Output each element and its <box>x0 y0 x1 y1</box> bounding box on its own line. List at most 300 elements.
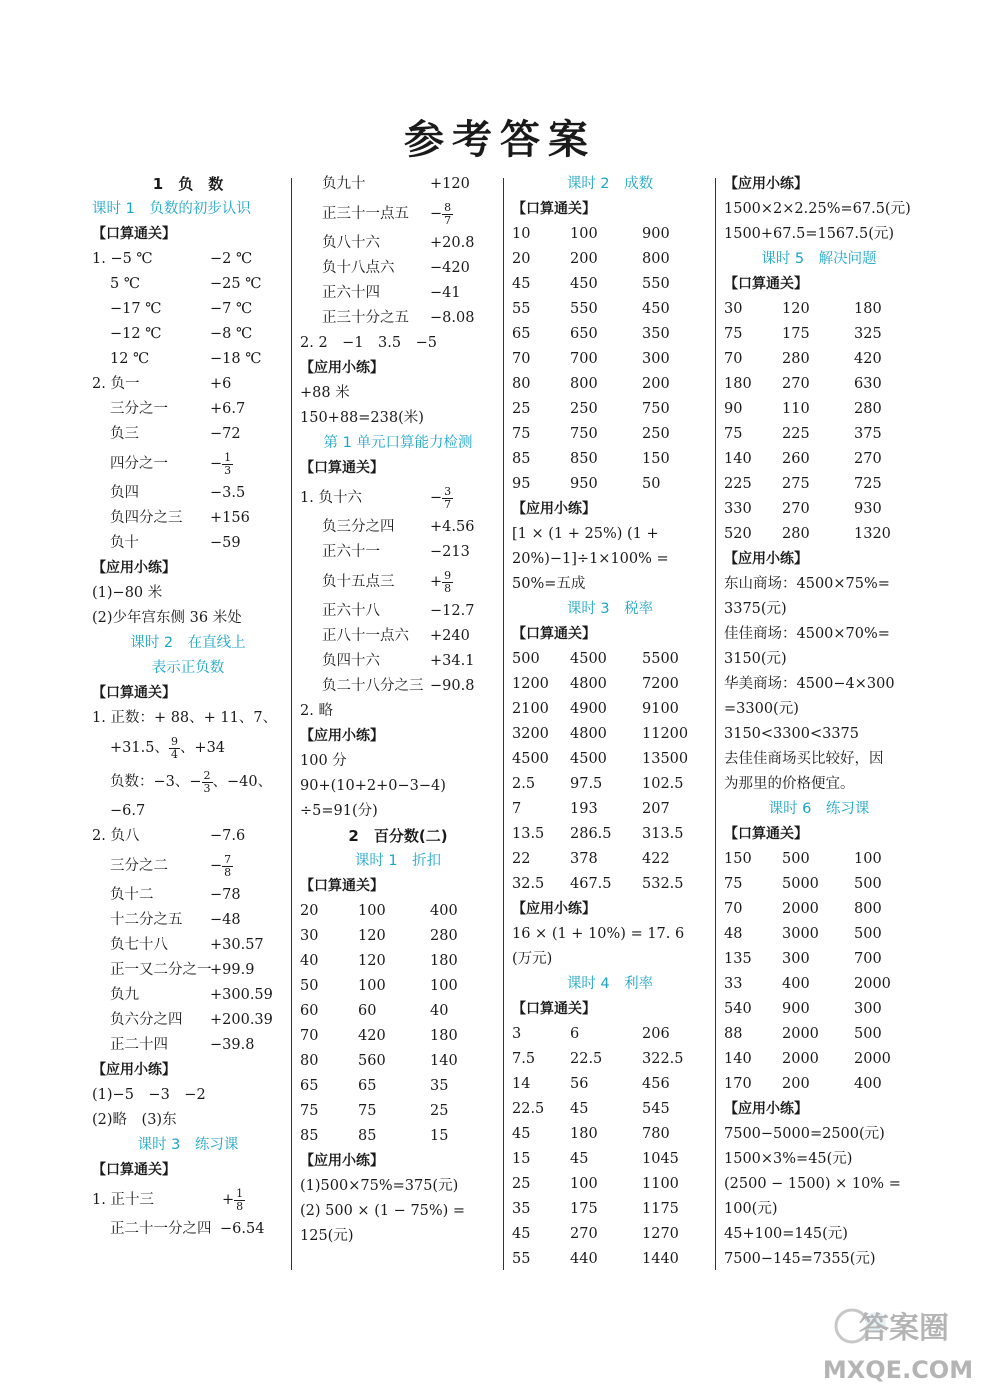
table-cell: 11200 <box>642 726 689 742</box>
table-row <box>512 272 708 297</box>
answer-value: −41 <box>430 285 461 301</box>
table-cell: 3200 <box>512 726 549 742</box>
answer-table <box>724 847 914 1097</box>
table-row <box>512 647 708 672</box>
column-2 <box>300 172 496 1249</box>
table-cell: 225 <box>782 426 810 442</box>
table-cell: 75 <box>300 1103 319 1119</box>
table-cell: 7 <box>512 801 522 817</box>
table-cell: 750 <box>570 426 598 442</box>
answer-line: (2) 500 × (1 − 75%) = <box>300 1203 466 1219</box>
table-cell: 45 <box>570 1101 589 1117</box>
table-cell: 75 <box>724 326 743 342</box>
table-cell: 206 <box>642 1026 670 1042</box>
section-label: 【应用小练】 <box>512 501 596 517</box>
table-cell: 400 <box>430 903 458 919</box>
table-cell: 175 <box>782 326 810 342</box>
answer-row <box>300 281 496 306</box>
table-cell: 1320 <box>854 526 891 542</box>
lesson-title: 课时 3 税率 <box>566 601 654 617</box>
table-cell: 900 <box>642 226 670 242</box>
answer-value: −8.08 <box>430 310 475 326</box>
table-cell: 10 <box>512 226 531 242</box>
table-row <box>512 1097 708 1122</box>
answer-line: 45+100=145(元) <box>724 1226 848 1242</box>
table-row <box>512 1147 708 1172</box>
table-cell: 1045 <box>642 1151 679 1167</box>
watermark-text: 答案圈 <box>859 1311 949 1346</box>
unit-title: 1 负 数 <box>152 175 224 193</box>
table-cell: 100 <box>854 851 882 867</box>
table-row <box>724 1072 914 1097</box>
table-cell: 850 <box>570 451 598 467</box>
table-cell: 45 <box>512 1126 531 1142</box>
table-cell: 55 <box>512 1251 531 1267</box>
table-row <box>512 1047 708 1072</box>
answer-row <box>92 372 284 397</box>
table-cell: 2000 <box>782 1051 819 1067</box>
app-list <box>300 381 496 431</box>
answer-value: −78 <box>210 887 241 903</box>
table-cell: 800 <box>570 376 598 392</box>
answer-row <box>300 674 496 699</box>
answer-row: 1. 负十六 − $\frac{3}{7}$ <box>300 484 452 511</box>
table-cell: 350 <box>642 326 670 342</box>
table-cell: 450 <box>642 301 670 317</box>
table-cell: 200 <box>570 251 598 267</box>
table-cell: 4800 <box>570 676 607 692</box>
table-cell: 55 <box>512 301 531 317</box>
q2-list <box>92 372 284 447</box>
table-cell: 275 <box>782 476 810 492</box>
table-row <box>512 247 708 272</box>
table-cell: 100 <box>570 1176 598 1192</box>
table-cell: 456 <box>642 1076 670 1092</box>
table-cell: 5500 <box>642 651 679 667</box>
section-label: 【口算通关】 <box>512 626 596 642</box>
answer-line: (万元) <box>512 951 553 967</box>
fraction: $\frac{8}{7}$ <box>444 200 452 227</box>
table-cell: 500 <box>782 851 810 867</box>
table-cell: 60 <box>300 1003 319 1019</box>
answer-line: 3150<3300<3375 <box>724 726 860 742</box>
answer-term: 负四分之三 <box>110 510 183 526</box>
answer-row <box>92 422 284 447</box>
answer-line: 100(元) <box>724 1201 778 1217</box>
unit-title: 2 百分数(二) <box>348 827 448 845</box>
table-cell: 170 <box>724 1076 752 1092</box>
answer-line: =3300(元) <box>724 701 799 717</box>
table-cell: 300 <box>642 351 670 367</box>
section-label: 【应用小练】 <box>300 728 384 744</box>
section-label: 【应用小练】 <box>92 1062 176 1078</box>
table-cell: 800 <box>642 251 670 267</box>
table-cell: 1440 <box>642 1251 679 1267</box>
table-cell: 7.5 <box>512 1051 536 1067</box>
lesson-subtitle: 表示正负数 <box>151 660 225 676</box>
table-cell: 5000 <box>782 876 819 892</box>
section-label: 【口算通关】 <box>300 460 384 476</box>
table-cell: 97.5 <box>570 776 603 792</box>
section-label: 【应用小练】 <box>92 560 176 576</box>
table-cell: 1200 <box>512 676 549 692</box>
lesson-title: 课时 2 在直线上 <box>130 635 246 651</box>
answer-value: +156 <box>210 510 250 526</box>
table-cell: 2000 <box>782 901 819 917</box>
table-row <box>724 397 914 422</box>
table-cell: 75 <box>724 426 743 442</box>
answer-value: +240 <box>430 628 470 644</box>
answer-value: −3.5 <box>210 485 246 501</box>
table-cell: 207 <box>642 801 670 817</box>
table-row <box>724 847 914 872</box>
table-row <box>724 972 914 997</box>
table-cell: 7200 <box>642 676 679 692</box>
answer-line: +88 米 <box>300 385 350 401</box>
answer-line: ÷5=91(分) <box>300 803 378 819</box>
table-row <box>300 1099 496 1124</box>
table-row <box>724 997 914 1022</box>
table-cell: 313.5 <box>642 826 684 842</box>
answer-line: 去佳佳商场买比较好，因 <box>724 751 884 767</box>
answer-line: 20%)−1]÷1×100% = <box>512 551 669 567</box>
answer-line: 1500+67.5=1567.5(元) <box>724 226 895 242</box>
answer-row <box>300 231 496 256</box>
table-cell: 270 <box>782 376 810 392</box>
table-row <box>512 847 708 872</box>
table-cell: 150 <box>642 451 670 467</box>
table-cell: 70 <box>724 351 743 367</box>
table-cell: 700 <box>570 351 598 367</box>
table-cell: 225 <box>724 476 752 492</box>
answer-line: 负数：−3、− $\frac{2}{3}$ 、−40、 <box>110 768 273 795</box>
answer-line: (2)略 (3)东 <box>92 1112 177 1128</box>
answer-row: 2. 负八 −7.6 <box>92 828 246 844</box>
answer-value: −59 <box>210 535 241 551</box>
fraction: $\frac{3}{7}$ <box>444 484 452 511</box>
answer-row <box>92 347 284 372</box>
answer-line: (1)−80 米 <box>92 585 163 601</box>
answer-term: 十二分之五 <box>110 912 183 928</box>
table-row <box>300 1074 496 1099</box>
answer-line: 150+88=238(米) <box>300 410 424 426</box>
table-row <box>512 222 708 247</box>
section-label: 【口算通关】 <box>724 276 808 292</box>
answer-list <box>300 231 496 331</box>
table-cell: 500 <box>854 876 882 892</box>
table-row <box>300 999 496 1024</box>
answer-term: −12 ℃ <box>110 326 162 342</box>
table-cell: 75 <box>512 426 531 442</box>
section-label: 【口算通关】 <box>724 826 808 842</box>
table-cell: 780 <box>642 1126 670 1142</box>
answer-value: −420 <box>430 260 470 276</box>
lesson-title: 课时 5 解决问题 <box>761 251 877 267</box>
answer-row: 正二十一分之四 −6.54 <box>110 1221 265 1237</box>
app-list <box>300 1174 496 1249</box>
answer-line: 3375(元) <box>724 601 787 617</box>
table-cell: 9100 <box>642 701 679 717</box>
table-row <box>300 949 496 974</box>
answer-row: 三分之二 − $\frac{7}{8}$ <box>110 852 232 879</box>
table-cell: 22.5 <box>512 1101 545 1117</box>
answer-line: 华美商场：4500−4×300 <box>724 676 895 692</box>
table-cell: 420 <box>358 1028 386 1044</box>
answer-line: 佳佳商场：4500×70%= <box>724 626 890 642</box>
table-row <box>512 1172 708 1197</box>
table-cell: 100 <box>358 903 386 919</box>
answer-row <box>300 540 496 565</box>
table-cell: 280 <box>854 401 882 417</box>
app-list <box>92 1083 284 1133</box>
table-cell: 630 <box>854 376 882 392</box>
table-row <box>512 1197 708 1222</box>
table-cell: 100 <box>358 978 386 994</box>
watermark-url: MXQE.COM <box>822 1356 974 1384</box>
answer-line: 100 分 <box>300 753 347 769</box>
answer-row <box>92 983 284 1008</box>
table-cell: 6 <box>570 1026 580 1042</box>
table-row <box>512 372 708 397</box>
answer-row <box>92 1008 284 1033</box>
answer-row <box>300 515 496 540</box>
fraction: $\frac{7}{8}$ <box>224 852 232 879</box>
table-cell: 2000 <box>854 1051 891 1067</box>
table-cell: 950 <box>570 476 598 492</box>
answer-value: +120 <box>430 176 470 192</box>
table-row <box>512 872 708 897</box>
table-cell: 56 <box>570 1076 589 1092</box>
app-list <box>724 572 914 797</box>
table-row <box>300 1049 496 1074</box>
column-divider <box>715 178 716 1270</box>
table-cell: 65 <box>358 1078 377 1094</box>
table-cell: 1270 <box>642 1226 679 1242</box>
lesson-title: 课时 4 利率 <box>566 976 654 992</box>
table-cell: 45 <box>512 276 531 292</box>
table-cell: 300 <box>854 1001 882 1017</box>
answer-row <box>300 599 496 624</box>
answer-line: [1 × (1 + 25%) (1 + <box>512 526 659 542</box>
answer-row <box>92 933 284 958</box>
table-row <box>724 922 914 947</box>
table-cell: 65 <box>300 1078 319 1094</box>
answer-line: (1)500×75%=375(元) <box>300 1178 459 1194</box>
column-divider <box>291 178 292 1270</box>
answer-row <box>92 272 284 297</box>
table-cell: 25 <box>512 1176 531 1192</box>
answer-term: 负七十八 <box>110 937 168 953</box>
column-4 <box>724 172 914 1272</box>
table-cell: 48 <box>724 926 743 942</box>
table-cell: 25 <box>512 401 531 417</box>
table-cell: 930 <box>854 501 882 517</box>
table-cell: 500 <box>854 1026 882 1042</box>
answer-term: 1. −5 ℃ <box>92 251 153 267</box>
table-cell: 95 <box>512 476 531 492</box>
answer-row <box>300 256 496 281</box>
answer-term: 12 ℃ <box>110 351 150 367</box>
table-cell: 250 <box>642 426 670 442</box>
table-row <box>300 974 496 999</box>
table-cell: 80 <box>300 1053 319 1069</box>
answer-value: +30.57 <box>210 937 264 953</box>
watermark-logo <box>800 1292 996 1388</box>
answer-value: −18 ℃ <box>210 351 262 367</box>
answer-line: 为那里的价格便宜。 <box>724 776 855 792</box>
answer-line: 1500×2×2.25%=67.5(元) <box>724 201 911 217</box>
answer-line: 2. 2 −1 3.5 −5 <box>300 335 437 351</box>
answer-term: 正一又二分之一 <box>110 962 212 978</box>
table-cell: 800 <box>854 901 882 917</box>
section-label: 【口算通关】 <box>300 878 384 894</box>
table-cell: 22 <box>512 851 531 867</box>
table-cell: 322.5 <box>642 1051 684 1067</box>
table-cell: 650 <box>570 326 598 342</box>
table-cell: 4900 <box>570 701 607 717</box>
answer-term: 负四十六 <box>322 653 380 669</box>
table-cell: 378 <box>570 851 598 867</box>
answer-term: 2. 负一 <box>92 376 140 392</box>
table-cell: 270 <box>570 1226 598 1242</box>
answer-value: +20.8 <box>430 235 475 251</box>
answer-value: −2 ℃ <box>210 251 253 267</box>
answer-line: 50%=五成 <box>512 576 586 592</box>
app-list <box>300 749 496 824</box>
table-row <box>512 347 708 372</box>
table-row <box>300 1124 496 1149</box>
answer-value: +300.59 <box>210 987 273 1003</box>
table-cell: 193 <box>570 801 598 817</box>
table-cell: 120 <box>782 301 810 317</box>
section-label: 【口算通关】 <box>512 1001 596 1017</box>
table-cell: 725 <box>854 476 882 492</box>
answer-list <box>300 515 496 565</box>
section-label: 【应用小练】 <box>724 176 808 192</box>
table-cell: 422 <box>642 851 670 867</box>
table-cell: 33 <box>724 976 743 992</box>
answer-term: 负九十 <box>322 176 366 192</box>
answer-row: 负十五点三 + $\frac{9}{8}$ <box>322 568 452 595</box>
answer-value: −213 <box>430 544 470 560</box>
lesson-title: 课时 6 练习课 <box>768 801 870 817</box>
table-cell: 85 <box>300 1128 319 1144</box>
answer-row: 正三十一点五 − $\frac{8}{7}$ <box>322 200 452 227</box>
table-cell: 88 <box>724 1026 743 1042</box>
table-cell: 2000 <box>782 1026 819 1042</box>
table-row <box>512 697 708 722</box>
q2-list-c <box>92 883 284 1058</box>
table-row <box>512 1022 708 1047</box>
answer-row <box>300 306 496 331</box>
table-cell: 85 <box>358 1128 377 1144</box>
table-row <box>300 899 496 924</box>
table-cell: 700 <box>854 951 882 967</box>
answer-row <box>92 481 284 506</box>
answer-table <box>512 647 708 897</box>
answer-term: 负三分之四 <box>322 519 395 535</box>
table-cell: 450 <box>570 276 598 292</box>
table-cell: 13500 <box>642 751 689 767</box>
answer-value: −7 ℃ <box>210 301 253 317</box>
table-cell: 60 <box>358 1003 377 1019</box>
table-cell: 1100 <box>642 1176 679 1192</box>
table-cell: 440 <box>570 1251 598 1267</box>
answer-value: −90.8 <box>430 678 475 694</box>
answer-value: −48 <box>210 912 241 928</box>
lesson-title: 课时 1 负数的初步认识 <box>92 201 251 217</box>
table-cell: 140 <box>430 1053 458 1069</box>
table-cell: 270 <box>854 451 882 467</box>
table-cell: 550 <box>570 301 598 317</box>
table-cell: 100 <box>430 978 458 994</box>
table-cell: 280 <box>782 351 810 367</box>
table-cell: 4500 <box>570 751 607 767</box>
table-cell: 40 <box>300 953 319 969</box>
answer-line: 东山商场：4500×75%= <box>724 576 890 592</box>
table-row <box>724 522 914 547</box>
app-list <box>724 197 914 247</box>
answer-term: −17 ℃ <box>110 301 162 317</box>
answer-line: 1. 正数：+ 88、+ 11、7、 <box>92 710 278 726</box>
section-label: 【应用小练】 <box>300 1153 384 1169</box>
table-row <box>724 372 914 397</box>
section-label: 【口算通关】 <box>92 1162 176 1178</box>
table-cell: 140 <box>724 451 752 467</box>
answer-line: 90+(10+2+0−3−4) <box>300 778 446 794</box>
table-row <box>724 1047 914 1072</box>
table-cell: 467.5 <box>570 876 612 892</box>
answer-table <box>724 297 914 547</box>
answer-list <box>300 599 496 699</box>
table-cell: 2100 <box>512 701 549 717</box>
answer-term: 负十二 <box>110 887 154 903</box>
table-cell: 325 <box>854 326 882 342</box>
answer-table <box>512 222 708 497</box>
column-3 <box>512 172 708 1272</box>
answer-table <box>512 1022 708 1272</box>
table-cell: 35 <box>512 1201 531 1217</box>
table-cell: 14 <box>512 1076 531 1092</box>
table-cell: 900 <box>782 1001 810 1017</box>
answer-value: −25 ℃ <box>210 276 262 292</box>
app-list <box>512 522 708 597</box>
table-row <box>724 347 914 372</box>
table-cell: 75 <box>358 1103 377 1119</box>
answer-value: −72 <box>210 426 241 442</box>
answer-line: 125(元) <box>300 1228 354 1244</box>
table-cell: 50 <box>300 978 319 994</box>
table-cell: 330 <box>724 501 752 517</box>
table-cell: 545 <box>642 1101 670 1117</box>
table-cell: 70 <box>512 351 531 367</box>
table-cell: 15 <box>512 1151 531 1167</box>
table-cell: 22.5 <box>570 1051 603 1067</box>
table-cell: 4500 <box>570 651 607 667</box>
table-cell: 250 <box>570 401 598 417</box>
answer-value: −8 ℃ <box>210 326 253 342</box>
table-row <box>724 422 914 447</box>
section-label: 【口算通关】 <box>92 226 176 242</box>
table-cell: 175 <box>570 1201 598 1217</box>
column-divider <box>503 178 504 1270</box>
table-row <box>724 322 914 347</box>
answer-line: (2)少年宫东侧 36 米处 <box>92 610 242 626</box>
table-cell: 280 <box>430 928 458 944</box>
section-label: 【应用小练】 <box>724 551 808 567</box>
answer-line: −6.7 <box>110 803 146 819</box>
table-row <box>512 672 708 697</box>
